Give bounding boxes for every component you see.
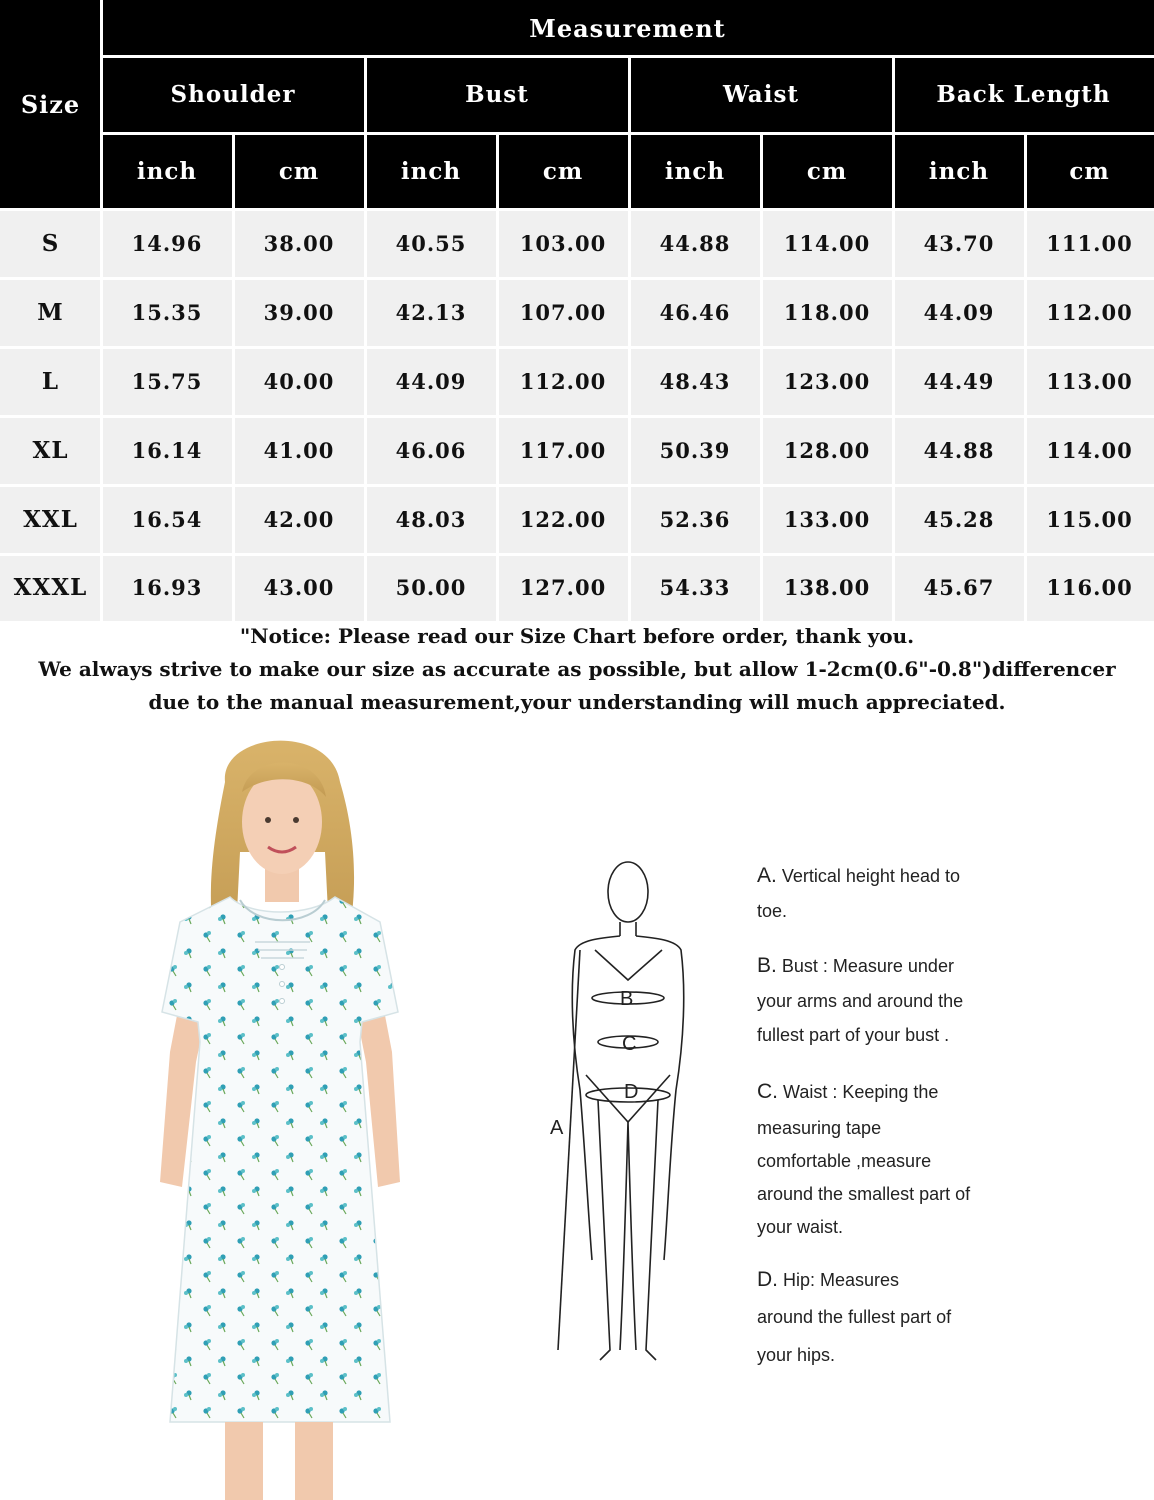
grid-line xyxy=(0,415,1154,418)
group-header: Back Length xyxy=(893,56,1154,133)
notice-line-1: "Notice: Please read our Size Chart before order, thank you. xyxy=(239,624,915,648)
group-header: Bust xyxy=(365,56,629,133)
table-cell: 44.09 xyxy=(893,278,1025,347)
table-cell: 113.00 xyxy=(1025,347,1154,416)
table-cell: 52.36 xyxy=(629,485,761,554)
legend-d-line-2: around the fullest part of xyxy=(757,1307,952,1327)
legend-c-line-4: around the smallest part of xyxy=(757,1184,971,1204)
table-cell: 43.00 xyxy=(233,554,365,621)
legend-b-line-2: your arms and around the xyxy=(757,991,964,1011)
grid-line xyxy=(0,346,1154,349)
table-cell: 44.88 xyxy=(629,209,761,278)
grid-line xyxy=(496,133,499,621)
legend-b-line-3: fullest part of your bust . xyxy=(757,1025,950,1045)
grid-line xyxy=(0,484,1154,487)
label-a: A xyxy=(550,1117,564,1139)
legend-a-letter: A. xyxy=(757,864,777,887)
label-b: B xyxy=(620,988,634,1010)
table-cell: 46.46 xyxy=(629,278,761,347)
table-cell: 117.00 xyxy=(497,416,629,485)
table-cell: 46.06 xyxy=(365,416,497,485)
table-cell: 128.00 xyxy=(761,416,893,485)
model-photo xyxy=(130,722,430,1500)
table-cell: 48.03 xyxy=(365,485,497,554)
body-measurement-diagram xyxy=(540,850,720,1380)
table-cell: 45.28 xyxy=(893,485,1025,554)
grid-line xyxy=(232,133,235,621)
grid-line xyxy=(0,277,1154,280)
legend-d-text: Hip: Measures xyxy=(783,1270,900,1290)
table-cell: 16.93 xyxy=(101,554,233,621)
table-cell: 42.00 xyxy=(233,485,365,554)
table-cell: 50.00 xyxy=(365,554,497,621)
table-cell: 122.00 xyxy=(497,485,629,554)
table-cell: 41.00 xyxy=(233,416,365,485)
table-cell: 43.70 xyxy=(893,209,1025,278)
unit-header: cm xyxy=(233,133,365,209)
table-cell: 40.00 xyxy=(233,347,365,416)
table-cell: 44.49 xyxy=(893,347,1025,416)
table-cell: 50.39 xyxy=(629,416,761,485)
legend-a-line-2: toe. xyxy=(757,901,788,921)
size-chart-table xyxy=(0,0,1154,621)
legend-c-text: Waist : Keeping the xyxy=(783,1082,939,1102)
grid-line xyxy=(760,133,763,621)
table-cell: 123.00 xyxy=(761,347,893,416)
table-cell: 48.43 xyxy=(629,347,761,416)
unit-header: inch xyxy=(629,133,761,209)
table-cell: 133.00 xyxy=(761,485,893,554)
table-cell: 111.00 xyxy=(1025,209,1154,278)
table-cell: 44.88 xyxy=(893,416,1025,485)
legend-d-line-3: your hips. xyxy=(757,1345,836,1365)
grid-line xyxy=(101,55,1154,58)
table-cell: 42.13 xyxy=(365,278,497,347)
grid-line xyxy=(101,132,1154,135)
grid-line xyxy=(1024,133,1027,621)
notice-line-2: We always strive to make our size as accurate as possible, but allow 1-2cm(0.6"-0.8")differencer xyxy=(38,657,1116,681)
table-cell: 114.00 xyxy=(761,209,893,278)
unit-header: inch xyxy=(101,133,233,209)
label-c: C xyxy=(622,1033,637,1055)
legend-d-line-1 xyxy=(757,1268,899,1292)
table-cell: 44.09 xyxy=(365,347,497,416)
table-cell: 54.33 xyxy=(629,554,761,621)
size-column-header: Size xyxy=(0,0,101,209)
table-cell: 15.75 xyxy=(101,347,233,416)
legend-b-line-1 xyxy=(757,954,954,978)
legend-b-text: Bust : Measure under xyxy=(781,956,954,976)
label-d: D xyxy=(624,1081,639,1103)
table-cell: 16.54 xyxy=(101,485,233,554)
table-cell: 39.00 xyxy=(233,278,365,347)
size-label: XXXL xyxy=(0,554,101,621)
group-header: Shoulder xyxy=(101,56,365,133)
legend-c-line-3: comfortable ,measure xyxy=(757,1151,932,1171)
table-cell: 116.00 xyxy=(1025,554,1154,621)
table-cell: 112.00 xyxy=(1025,278,1154,347)
legend-c-line-5: your waist. xyxy=(757,1217,844,1237)
measurement-header: Measurement xyxy=(101,0,1154,56)
unit-header: inch xyxy=(893,133,1025,209)
unit-header: cm xyxy=(761,133,893,209)
legend-d-letter: D. xyxy=(757,1268,778,1291)
grid-line xyxy=(100,0,103,621)
size-label: M xyxy=(0,278,101,347)
size-label: L xyxy=(0,347,101,416)
table-cell: 38.00 xyxy=(233,209,365,278)
group-header: Waist xyxy=(629,56,893,133)
grid-line xyxy=(628,56,631,621)
size-label: XL xyxy=(0,416,101,485)
table-cell: 14.96 xyxy=(101,209,233,278)
legend-c-letter: C. xyxy=(757,1080,778,1103)
size-label: XXL xyxy=(0,485,101,554)
unit-header: inch xyxy=(365,133,497,209)
legend-a-text: Vertical height head to xyxy=(781,866,960,886)
table-cell: 115.00 xyxy=(1025,485,1154,554)
unit-header: cm xyxy=(497,133,629,209)
table-cell: 112.00 xyxy=(497,347,629,416)
table-cell: 118.00 xyxy=(761,278,893,347)
table-cell: 127.00 xyxy=(497,554,629,621)
size-label: S xyxy=(0,209,101,278)
table-cell: 107.00 xyxy=(497,278,629,347)
table-cell: 40.55 xyxy=(365,209,497,278)
grid-line xyxy=(0,208,1154,211)
legend-c-line-2: measuring tape xyxy=(757,1118,882,1138)
table-cell: 138.00 xyxy=(761,554,893,621)
notice-line-3: due to the manual measurement,your understanding will much appreciated. xyxy=(148,690,1006,714)
table-cell: 114.00 xyxy=(1025,416,1154,485)
legend-b-letter: B. xyxy=(757,954,777,977)
grid-line xyxy=(364,56,367,621)
table-cell: 103.00 xyxy=(497,209,629,278)
table-cell: 15.35 xyxy=(101,278,233,347)
legend-c-line-1 xyxy=(757,1080,938,1104)
unit-header: cm xyxy=(1025,133,1154,209)
legend-a-line-1 xyxy=(757,864,960,888)
table-cell: 45.67 xyxy=(893,554,1025,621)
grid-line xyxy=(892,56,895,621)
table-cell: 16.14 xyxy=(101,416,233,485)
grid-line xyxy=(0,553,1154,556)
